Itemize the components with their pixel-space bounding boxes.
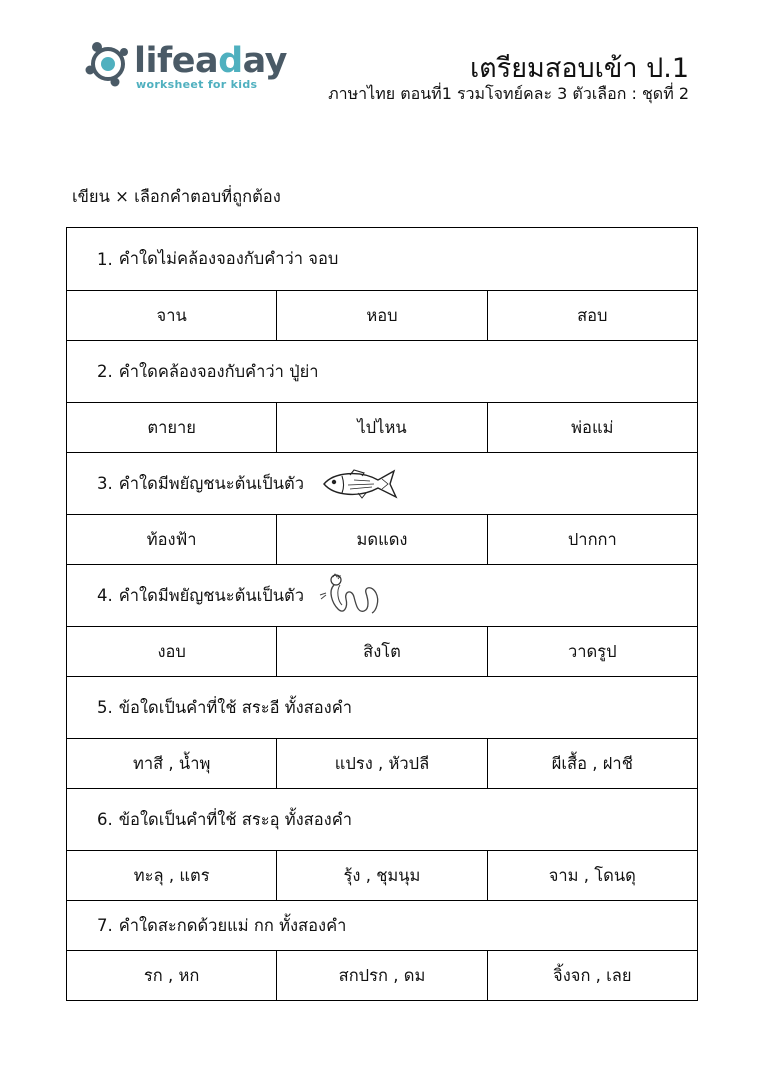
question-text: คำใดไม่คล้องจองกับคำว่า จอบ <box>118 249 339 268</box>
options-row <box>67 950 697 1000</box>
question-text: ข้อใดเป็นคำที่ใช้ สระอี ทั้งสองคำ <box>118 697 353 717</box>
question-row <box>67 676 697 738</box>
answer-option[interactable]: พ่อแม่ <box>487 403 697 452</box>
question-row <box>67 900 697 950</box>
answer-option[interactable]: ผีเสื้อ , ฝาชี <box>487 739 697 788</box>
answer-option[interactable]: มดแดง <box>276 515 486 564</box>
page-title: เตรียมสอบเข้า ป.1 <box>469 53 689 84</box>
options-row <box>67 738 697 788</box>
question-number: 2. <box>97 362 113 381</box>
logo-tagline: worksheet for kids <box>136 78 258 91</box>
answer-option[interactable]: งอบ <box>157 641 186 661</box>
answer-option[interactable]: ตายาย <box>147 417 196 437</box>
options-row <box>67 626 697 676</box>
options-row <box>67 290 697 340</box>
options-row <box>67 850 697 900</box>
answer-option[interactable]: หอบ <box>276 291 486 340</box>
options-row <box>67 402 697 452</box>
logo-molecule-icon <box>82 38 134 90</box>
answer-option[interactable]: ทาสี , น้ำพุ <box>132 753 211 773</box>
question-text: คำใดสะกดด้วยแม่ กก ทั้งสองคำ <box>118 915 347 935</box>
question-text: คำใดมีพยัญชนะต้นเป็นตัว <box>118 585 305 605</box>
answer-option[interactable]: วาดรูป <box>487 627 697 676</box>
answer-option[interactable]: แปรง , หัวปลี <box>276 739 486 788</box>
answer-option[interactable]: สกปรก , ดม <box>276 951 486 1000</box>
lifeaday-logo <box>82 38 287 98</box>
question-table <box>66 227 698 1001</box>
question-number: 7. <box>97 916 113 935</box>
question-number: 4. <box>97 586 113 605</box>
answer-option[interactable]: ทะลุ , แตร <box>133 865 210 885</box>
page-subtitle: ภาษาไทย ตอนที่1 รวมโจทย์คละ 3 ตัวเลือก : ชุดที่ 2 <box>328 84 689 103</box>
answer-option[interactable]: ไปไหน <box>276 403 486 452</box>
instruction-text: เขียน × เลือกคำตอบที่ถูกต้อง <box>72 187 281 206</box>
question-row <box>67 228 697 290</box>
answer-option[interactable]: ท้องฟ้า <box>146 529 197 549</box>
question-row <box>67 564 697 626</box>
answer-option[interactable]: จาน <box>156 305 187 325</box>
answer-option[interactable]: รก , หก <box>143 965 200 985</box>
question-row <box>67 340 697 402</box>
question-text: คำใดมีพยัญชนะต้นเป็นตัว <box>118 473 305 493</box>
snake-icon <box>318 573 384 619</box>
question-number: 1. <box>97 249 113 269</box>
options-row <box>67 514 697 564</box>
answer-option[interactable]: รุ้ง , ชุมนุม <box>276 851 486 900</box>
question-row <box>67 788 697 850</box>
answer-option[interactable]: สิงโต <box>276 627 486 676</box>
answer-option[interactable]: สอบ <box>487 291 697 340</box>
question-number: 3. <box>97 474 113 493</box>
answer-option[interactable]: ปากกา <box>487 515 697 564</box>
answer-option[interactable]: จาม , โดนดุ <box>487 851 697 900</box>
answer-option[interactable]: จิ้งจก , เลย <box>487 951 697 1000</box>
question-text: ข้อใดเป็นคำที่ใช้ สระอุ ทั้งสองคำ <box>118 809 353 829</box>
question-text: คำใดคล้องจองกับคำว่า ปู่ย่า <box>118 361 319 381</box>
question-number: 5. <box>97 698 113 717</box>
question-number: 6. <box>97 810 113 829</box>
question-row <box>67 452 697 514</box>
logo-wordmark: lifeaday <box>134 41 287 81</box>
fish-icon <box>320 466 400 502</box>
